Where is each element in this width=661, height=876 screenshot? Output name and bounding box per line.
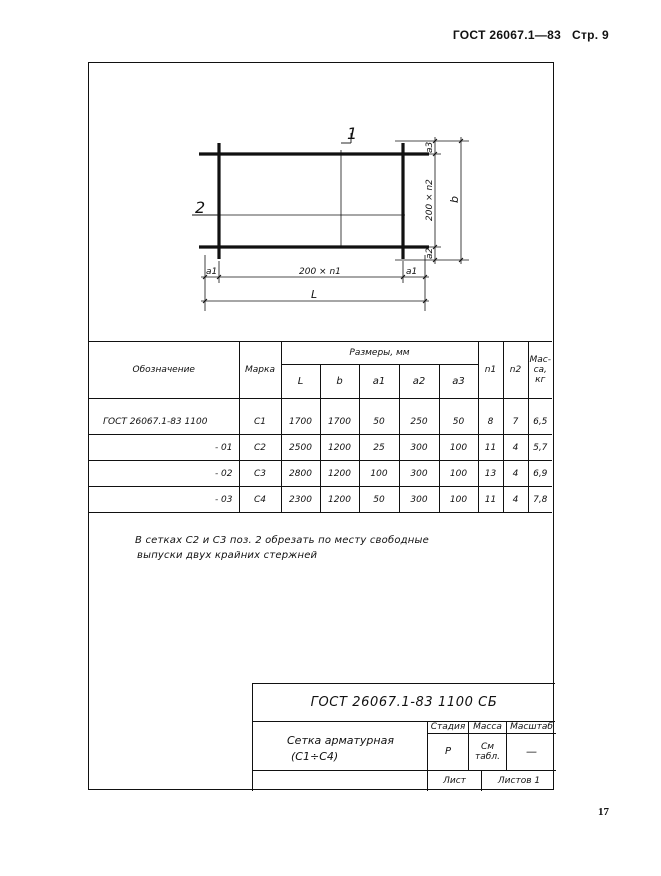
col-L: L — [281, 365, 320, 399]
callout-1: 1 — [347, 124, 358, 143]
drawing-frame — [88, 62, 554, 790]
col-a2: a2 — [399, 365, 439, 399]
dim-a1-left: a1 — [206, 267, 218, 277]
col-mass: Мас- са, кг — [528, 342, 552, 399]
callout-2: 2 — [195, 198, 206, 217]
header-standard: ГОСТ 26067.1—83 — [452, 28, 562, 42]
title-block-name — [253, 721, 428, 770]
scale-value: — — [526, 745, 537, 758]
spec-table — [89, 341, 552, 513]
title-block-designation: ГОСТ 26067.1-83 1100 СБ — [253, 684, 555, 722]
dim-a3: a3 — [425, 141, 435, 153]
col-designation: Обозначение — [89, 342, 239, 399]
col-b: b — [320, 365, 359, 399]
title-block — [252, 683, 555, 791]
mesh-drawing — [89, 63, 555, 341]
dim-a2: a2 — [425, 247, 435, 259]
dim-a1-right: a1 — [406, 267, 418, 277]
mesh-drawing-svg — [89, 63, 555, 341]
dim-200n2: 200 × n2 — [425, 179, 435, 221]
product-range: (С1÷С4) — [291, 750, 339, 763]
table-row: - 02 С3 2800 1200 100 300 100 13 4 6,9 — [89, 461, 552, 487]
col-n2: n2 — [503, 342, 528, 399]
stage-value: Р — [428, 734, 469, 770]
mass-value: См табл. — [469, 734, 507, 770]
dim-L: L — [311, 288, 318, 301]
page-header — [453, 28, 609, 42]
table-row: - 03 С4 2300 1200 50 300 100 11 4 7,8 — [89, 487, 552, 513]
note-line-1: В сетках С2 и С3 поз. 2 обрезать по месту свободные — [135, 535, 429, 546]
col-a3: a3 — [439, 365, 478, 399]
sheet-label: Лист — [428, 770, 482, 791]
table-row: - 01 С2 2500 1200 25 300 100 11 4 5,7 — [89, 435, 552, 461]
stage-label: Стадия — [428, 721, 469, 734]
technical-note — [135, 533, 515, 563]
product-name: Сетка арматурная — [287, 734, 394, 747]
col-mark: Марка — [239, 342, 281, 399]
col-a1: a1 — [359, 365, 399, 399]
col-n1: n1 — [478, 342, 503, 399]
dim-200n1: 200 × n1 — [299, 267, 341, 277]
note-line-2: выпуски двух крайних стержней — [137, 550, 318, 561]
header-page-label: Стр. 9 — [571, 28, 609, 42]
table-row: ГОСТ 26067.1-83 1100 С1 1700 1700 50 250 50 8 7 6,5 — [89, 409, 552, 435]
dim-b: b — [448, 196, 461, 203]
title-block-empty-cell — [253, 770, 428, 791]
sheets-label: Листов 1 — [482, 770, 556, 791]
scale-label: Масштаб — [507, 721, 556, 734]
page-number: 17 — [598, 806, 609, 818]
col-sizes-group: Размеры, мм — [281, 342, 478, 365]
mass-label: Масса — [469, 721, 507, 734]
